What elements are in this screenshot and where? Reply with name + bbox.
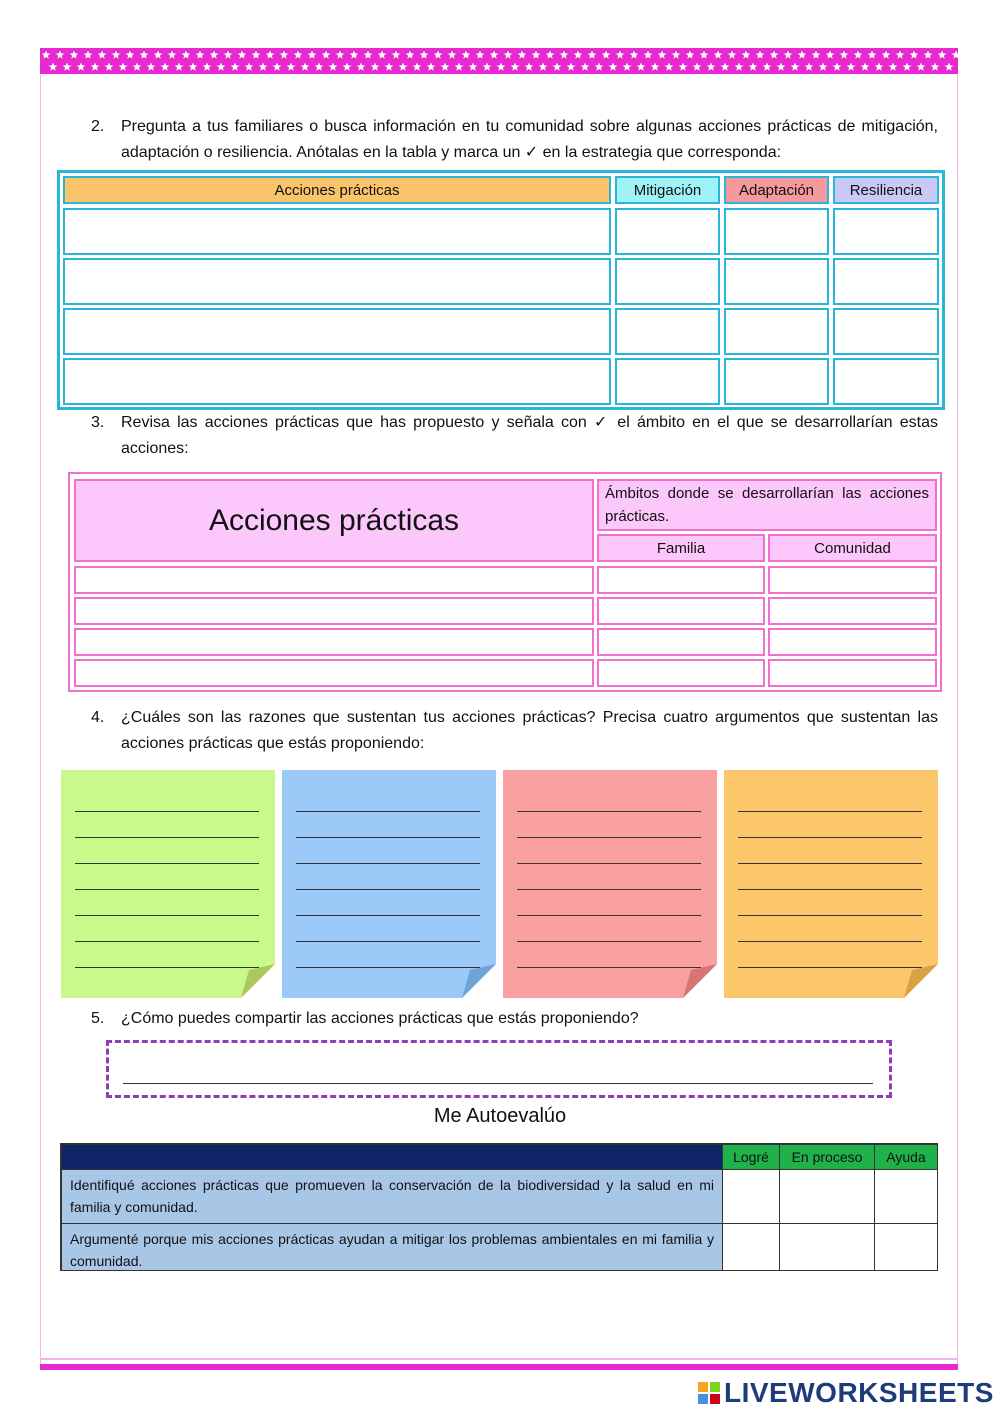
star-shape: [420, 51, 429, 59]
adaptation-check-4[interactable]: [724, 358, 829, 405]
star-shape: [161, 63, 170, 71]
star-shape: [266, 51, 275, 59]
community-check-1[interactable]: [768, 566, 937, 594]
star-shape: [70, 51, 79, 59]
star-shape: [714, 51, 723, 59]
star-shape: [392, 51, 401, 59]
star-shape: [637, 63, 646, 71]
star-shape: [602, 51, 611, 59]
star-shape: [385, 63, 394, 71]
star-shape: [112, 51, 121, 59]
star-shape: [819, 63, 828, 71]
logo-text: LIVEWORKSHEETS: [724, 1377, 994, 1408]
header-in-progress: En proceso: [779, 1144, 875, 1170]
header-mitigation: Mitigación: [615, 176, 720, 204]
star-shape: [483, 63, 492, 71]
star-shape: [623, 63, 632, 71]
star-shape: [693, 63, 702, 71]
star-shape: [329, 63, 338, 71]
star-shape: [672, 51, 681, 59]
self-evaluation-table: [60, 1143, 938, 1271]
star-shape: [560, 51, 569, 59]
star-shape: [497, 63, 506, 71]
scope-action-input-3[interactable]: [74, 628, 594, 656]
star-shape: [196, 51, 205, 59]
star-shape: [861, 63, 870, 71]
star-shape: [630, 51, 639, 59]
star-shape: [686, 51, 695, 59]
star-shape: [784, 51, 793, 59]
star-shape: [280, 51, 289, 59]
star-shape: [91, 63, 100, 71]
star-shape: [245, 63, 254, 71]
share-answer-box[interactable]: [106, 1040, 892, 1098]
argument-note-blue[interactable]: [282, 770, 496, 998]
star-shape: [168, 51, 177, 59]
resilience-check-4[interactable]: [833, 358, 939, 405]
star-shape: [511, 63, 520, 71]
note-lines: [738, 786, 922, 968]
header-family: Familia: [597, 534, 765, 562]
question-2: [91, 114, 938, 166]
star-shape: [441, 63, 450, 71]
question-4-number: 4.: [91, 709, 105, 726]
header-adaptation: Adaptación: [724, 176, 829, 204]
star-shape: [854, 51, 863, 59]
star-shape: [462, 51, 471, 59]
star-shape: [728, 51, 737, 59]
star-shape: [231, 63, 240, 71]
scope-action-input-4[interactable]: [74, 659, 594, 687]
star-shape: [434, 51, 443, 59]
star-shape: [217, 63, 226, 71]
star-shape: [539, 63, 548, 71]
star-shape: [875, 63, 884, 71]
star-shape: [588, 51, 597, 59]
resilience-check-1[interactable]: [833, 208, 939, 255]
star-shape: [105, 63, 114, 71]
header-community: Comunidad: [768, 534, 937, 562]
star-shape: [847, 63, 856, 71]
star-shape: [938, 51, 947, 59]
action-input-3[interactable]: [63, 308, 611, 355]
star-shape: [448, 51, 457, 59]
answer-line: [123, 1083, 873, 1084]
star-shape: [791, 63, 800, 71]
star-shape: [252, 51, 261, 59]
action-input-1[interactable]: [63, 208, 611, 255]
star-shape: [805, 63, 814, 71]
action-input-4[interactable]: [63, 358, 611, 405]
star-shape: [749, 63, 758, 71]
bottom-bar: [40, 1364, 958, 1370]
question-5: [91, 1006, 938, 1032]
star-shape: [896, 51, 905, 59]
star-shape: [665, 63, 674, 71]
logo-icon: [698, 1382, 720, 1404]
star-shape: [742, 51, 751, 59]
star-shape: [777, 63, 786, 71]
community-check-3[interactable]: [768, 628, 937, 656]
question-4: [91, 705, 938, 757]
community-check-4[interactable]: [768, 659, 937, 687]
in-progress-check-2[interactable]: [779, 1223, 875, 1271]
star-shape: [553, 63, 562, 71]
family-check-3[interactable]: [597, 628, 765, 656]
question-3-text: Revisa las acciones prácticas que has propuesto y señala con ✓ el ámbito en el que se desarrollarían estas acciones:: [121, 414, 938, 457]
star-shape: [406, 51, 415, 59]
star-shape: [364, 51, 373, 59]
star-shape: [882, 51, 891, 59]
star-shape: [63, 63, 72, 71]
achieved-check-2[interactable]: [722, 1223, 780, 1271]
star-shape: [644, 51, 653, 59]
star-pattern: [40, 48, 958, 74]
star-shape: [357, 63, 366, 71]
star-shape: [490, 51, 499, 59]
star-shape: [574, 51, 583, 59]
star-shape: [840, 51, 849, 59]
star-shape: [49, 63, 58, 71]
header-criteria: CRITERIOS: [61, 1144, 723, 1170]
star-shape: [378, 51, 387, 59]
star-shape: [147, 63, 156, 71]
star-shape: [154, 51, 163, 59]
star-shape: [700, 51, 709, 59]
star-shape: [924, 51, 933, 59]
self-evaluation-title: Me Autoevalúo: [433, 1105, 567, 1127]
mitigation-check-1[interactable]: [615, 208, 720, 255]
star-shape: [427, 63, 436, 71]
star-shape: [721, 63, 730, 71]
star-shape: [889, 63, 898, 71]
star-shape: [518, 51, 527, 59]
adaptation-check-2[interactable]: [724, 258, 829, 305]
argument-note-green[interactable]: [61, 770, 275, 998]
star-shape: [469, 63, 478, 71]
star-shape: [616, 51, 625, 59]
family-check-1[interactable]: [597, 566, 765, 594]
header-achieved: Logré: [722, 1144, 780, 1170]
star-shape: [350, 51, 359, 59]
strategies-table: [57, 170, 945, 410]
star-shape: [756, 51, 765, 59]
star-shape: [189, 63, 198, 71]
community-check-2[interactable]: [768, 597, 937, 625]
star-shape: [140, 51, 149, 59]
star-shape: [399, 63, 408, 71]
star-shape: [707, 63, 716, 71]
star-shape: [868, 51, 877, 59]
star-shape: [182, 51, 191, 59]
star-shape: [294, 51, 303, 59]
star-shape: [210, 51, 219, 59]
star-shape: [98, 51, 107, 59]
star-shape: [77, 63, 86, 71]
star-shape: [903, 63, 912, 71]
star-shape: [567, 63, 576, 71]
star-shape: [658, 51, 667, 59]
family-check-2[interactable]: [597, 597, 765, 625]
star-shape: [595, 63, 604, 71]
family-check-4[interactable]: [597, 659, 765, 687]
header-practical-actions: Acciones prácticas: [63, 176, 611, 204]
star-shape: [322, 51, 331, 59]
star-shape: [476, 51, 485, 59]
question-3-number: 3.: [91, 414, 105, 431]
star-shape: [532, 51, 541, 59]
mitigation-check-2[interactable]: [615, 258, 720, 305]
scope-big-header: Acciones prácticas: [74, 479, 594, 562]
star-shape: [931, 63, 940, 71]
star-shape: [770, 51, 779, 59]
star-shape: [203, 63, 212, 71]
star-shape: [126, 51, 135, 59]
adaptation-check-1[interactable]: [724, 208, 829, 255]
star-shape: [945, 63, 954, 71]
mitigation-check-3[interactable]: [615, 308, 720, 355]
question-5-number: 5.: [91, 1010, 105, 1027]
star-shape: [833, 63, 842, 71]
criterion-1: Identifiqué acciones prácticas que promueven la conservación de la biodiversidad y la salud en mi familia y comunidad.: [61, 1169, 723, 1224]
star-border-top: [40, 48, 958, 74]
star-shape: [798, 51, 807, 59]
action-input-2[interactable]: [63, 258, 611, 305]
star-shape: [308, 51, 317, 59]
star-shape: [42, 51, 51, 59]
star-shape: [917, 63, 926, 71]
star-shape: [343, 63, 352, 71]
question-2-number: 2.: [91, 118, 105, 135]
achieved-check-1[interactable]: [722, 1169, 780, 1224]
criterion-2: Argumenté porque mis acciones prácticas ayudan a mitigar los problemas ambientales en mi familia y comunidad.: [61, 1223, 723, 1271]
star-shape: [224, 51, 233, 59]
help-check-1[interactable]: [874, 1169, 938, 1224]
star-shape: [238, 51, 247, 59]
argument-note-orange[interactable]: [724, 770, 938, 998]
resilience-check-2[interactable]: [833, 258, 939, 305]
star-shape: [455, 63, 464, 71]
question-2-text: Pregunta a tus familiares o busca información en tu comunidad sobre algunas acciones prácticas de mitigación, adaptación o resiliencia. Anótalas en la tabla y marca un ✓ en la estrategia que corresponda:: [121, 118, 938, 161]
argument-note-red[interactable]: [503, 770, 717, 998]
star-shape: [525, 63, 534, 71]
star-shape: [910, 51, 919, 59]
bottom-rule: [40, 1358, 958, 1360]
question-4-text: ¿Cuáles son las razones que sustentan tus acciones prácticas? Precisa cuatro argumentos que sustentan las acciones prácticas que estás proponiendo:: [121, 709, 938, 752]
scope-header: Ámbitos donde se desarrollarían las acciones prácticas.: [597, 479, 937, 531]
help-check-2[interactable]: [874, 1223, 938, 1271]
mitigation-check-4[interactable]: [615, 358, 720, 405]
in-progress-check-1[interactable]: [779, 1169, 875, 1224]
star-shape: [175, 63, 184, 71]
star-shape: [651, 63, 660, 71]
star-shape: [679, 63, 688, 71]
star-shape: [763, 63, 772, 71]
note-lines: [296, 786, 480, 968]
scope-action-input-2[interactable]: [74, 597, 594, 625]
question-5-text: ¿Cómo puedes compartir las acciones prácticas que estás proponiendo?: [121, 1010, 639, 1027]
star-shape: [504, 51, 513, 59]
scope-table: [68, 472, 942, 692]
note-lines: [517, 786, 701, 968]
star-shape: [413, 63, 422, 71]
star-shape: [273, 63, 282, 71]
star-shape: [56, 51, 65, 59]
star-shape: [315, 63, 324, 71]
star-shape: [735, 63, 744, 71]
resilience-check-3[interactable]: [833, 308, 939, 355]
header-resilience: Resiliencia: [833, 176, 939, 204]
star-shape: [826, 51, 835, 59]
star-shape: [546, 51, 555, 59]
star-shape: [287, 63, 296, 71]
star-shape: [336, 51, 345, 59]
scope-action-input-1[interactable]: [74, 566, 594, 594]
note-lines: [75, 786, 259, 968]
star-shape: [812, 51, 821, 59]
liveworksheets-logo: [698, 1378, 994, 1408]
star-shape: [371, 63, 380, 71]
star-shape: [133, 63, 142, 71]
star-shape: [84, 51, 93, 59]
star-shape: [259, 63, 268, 71]
star-shape: [119, 63, 128, 71]
header-help: Ayuda: [874, 1144, 938, 1170]
adaptation-check-3[interactable]: [724, 308, 829, 355]
star-shape: [581, 63, 590, 71]
star-shape: [609, 63, 618, 71]
question-3: [91, 410, 938, 462]
star-shape: [301, 63, 310, 71]
star-shape: [952, 51, 958, 59]
